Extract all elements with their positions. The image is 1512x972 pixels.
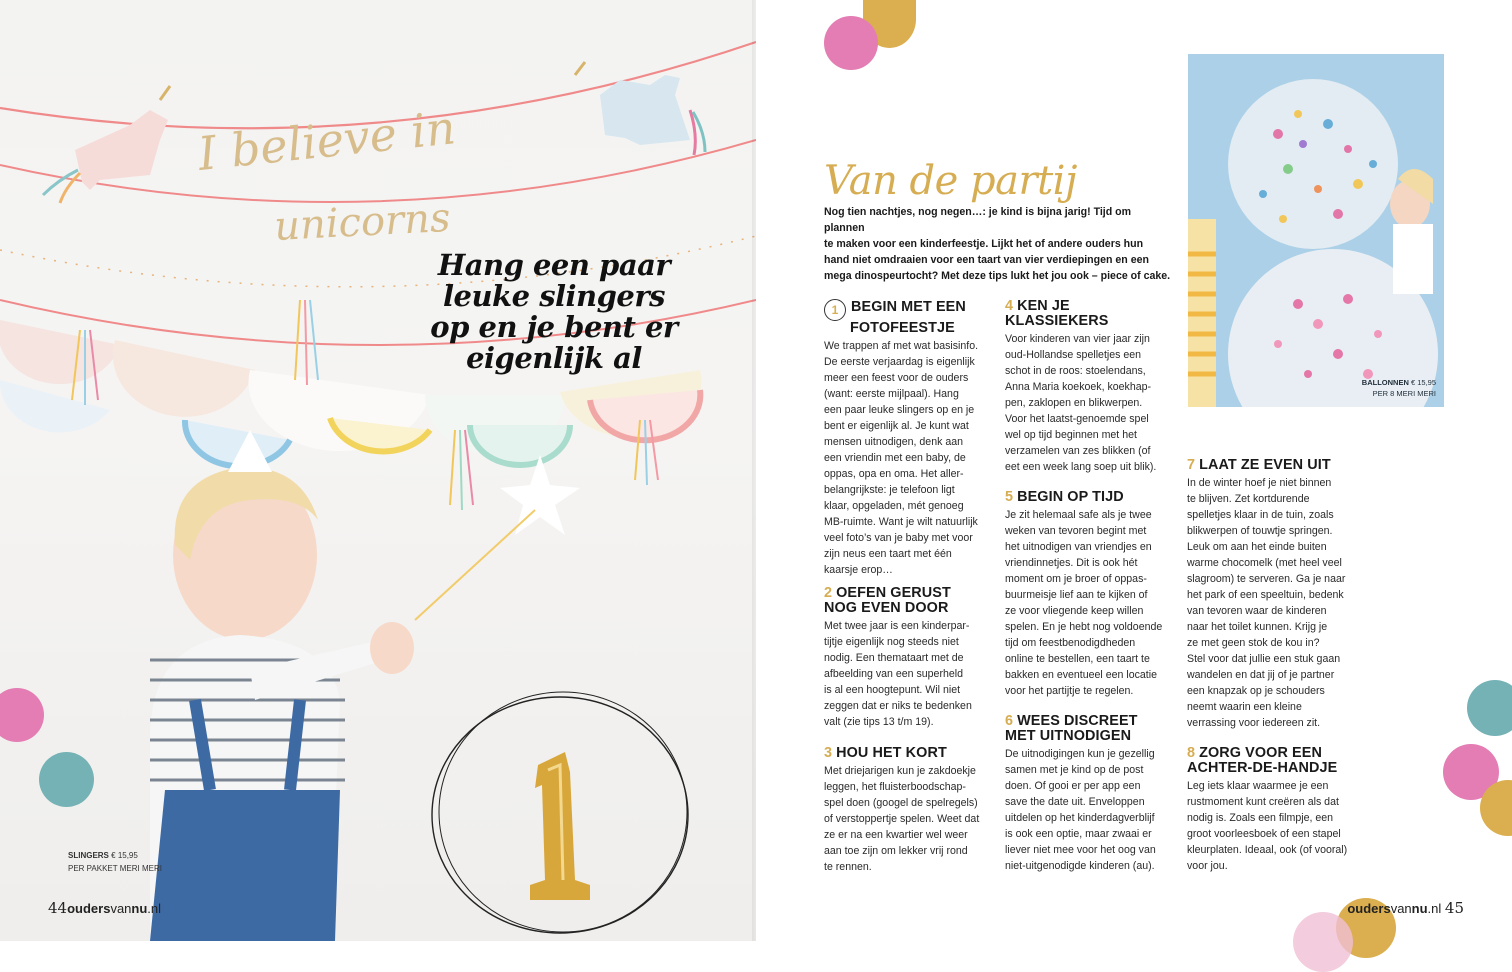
- tip-8: 8 ZORG VOOR EEN ACHTER-DE-HANDJE Leg iets klaar waarmee je een rustmoment kunt creëren als dat nodig is. Zoals een filmpje, een groot voorleesboek of een stapel kleurplaten. Ideaal, ook (of vooral) voor jou.: [1187, 745, 1348, 872]
- article-title: Van de partij: [824, 158, 1077, 204]
- teal-dot: [39, 752, 94, 807]
- tip-7: 7 LAAT ZE EVEN UIT In de winter hoef je niet binnen te blijven. Zet kortdurende spelletjes klaar in de tuin, zoals blikwerpen of touwtje springen. Leuk om aan het einde buiten warme chocomelk (met heel veel slagroom) te serveren. Ga je naar het park of een speeltuin, bedenk van tevoren waar de kinderen naar het toilet kunnen. Krijg je ze met geen stok de kou in? Stel voor dat jullie een stuk gaan wandelen en dat jij of je partner een knapzak op je schouders neemt waarin een kleine verrassing voor iedereen zit.: [1187, 457, 1346, 729]
- tip-1: 1 BEGIN MET EEN FOTOFEESTJE We trappen af met wat basisinfo. De eerste verjaardag is eigenlijk meer een feest voor de ouders (want: eerste mijlpaal). Hang een paar leuke slingers op en je bent er eigenlijk al. Je kunt wat mensen uitnodigen, denk aan een vriendin met een baby, de oppas, opa en oma. Het aller- belangrijkste: je telefoon ligt klaar, opgeladen, mét genoeg MB-ruimte. Want je wilt natuurlijk veel foto’s van je baby met voor zijn neus een taart met één kaarsje erop…: [824, 299, 979, 576]
- tip-3: 3 HOU HET KORT Met driejarigen kun je zakdoekje leggen, het fluisterboodschap- spel doen (googel de spelregels) of verstoppertje spelen. Weet dat ze er na een kwartier wel weer aan toe zijn om lekker vrij rond te rennen.: [824, 745, 980, 873]
- tip-2: 2 OEFEN GERUST NOG EVEN DOOR Met twee jaar is een kinderpar- tijtje eigenlijk nog steeds niet nodig. Een themataart met de afbeelding van een superheld is al een hoogtepunt. Wil niet zeggen dat er niks te bedenken valt (zie tips 13 t/m 19).: [824, 585, 972, 728]
- page-folio-left: 44oudersvannu.nl: [48, 899, 162, 917]
- page-folio-right: oudersvannu.nl 45: [1347, 899, 1464, 917]
- teal-dot-right: [1467, 680, 1512, 736]
- photo-caption-slingers: SLINGERS € 15,95 PER PAKKET MERI MERI: [68, 851, 162, 873]
- article-intro: Nog tien nachtjes, nog negen…: je kind is bijna jarig! Tijd om plannen te maken voor een kinderfeestje. Lijkt het of andere ouders hun hand niet omdraaien voor een taart van vier verdiepingen en een mega dinospeurtocht? Met deze tips lukt het jou ook – piece of cake.: [824, 206, 1171, 282]
- pink-dot-bottom: [1293, 912, 1353, 972]
- left-page: [0, 0, 756, 941]
- svg-text:1: 1: [552, 830, 553, 831]
- svg-text:I believe in: I believe in: [195, 100, 459, 181]
- svg-text:unicorns: unicorns: [273, 194, 452, 250]
- child-figure: [150, 430, 414, 941]
- gold-number-one-balloon-icon: [530, 752, 590, 900]
- balloon-photo: [1188, 54, 1444, 407]
- party-photo: [0, 0, 756, 941]
- photo-caption-ballonnen: BALLONNEN € 15,95 PER 8 MERI MERI: [1361, 378, 1436, 398]
- tip-4: 4 KEN JE KLASSIEKERS Voor kinderen van vier jaar zijn oud-Hollandse spelletjes een schot in de roos: stoelendans, Anna Maria koekoek, koekhap- pen, zaklopen en blikwerpen. Voor het laatst-genoemde spel wel op tijd beginnen met het verzamelen van zes blikken (of eet een week lang soep uit blik).: [1005, 298, 1157, 473]
- tip-5: 5 BEGIN OP TIJD Je zit helemaal safe als je twee weken van tevoren begint met het uitnodigen van vriendjes en vriendinnetjes. Dit is ook hét moment om je broer of oppas- buurmeisje lief aan te kijken of ze voor vliegende keep willen spelen. En je hebt nog voldoende tijd om feestbenodigdheden online te bestellen, een taart te bakken en eventueel een locatie voor het partijtje te regelen.: [1005, 489, 1163, 697]
- confetti-balloon-image: [1188, 54, 1444, 407]
- pink-dot-top: [824, 16, 878, 70]
- right-page: [756, 0, 1512, 941]
- tip-6: 6 WEES DISCREET MET UITNODIGEN De uitnodigingen kun je gezellig samen met je kind op de post doen. Of gooi er per app een save the date uit. Enveloppen uitdelen op het kinderdagverblijf is ook een optie, maar zwaai er liever niet mee voor het oog van niet-uitgenodigde kinderen (au).: [1005, 713, 1156, 872]
- pull-quote: Hang een paar leuke slingers op en je bent er eigenlijk al: [430, 248, 678, 375]
